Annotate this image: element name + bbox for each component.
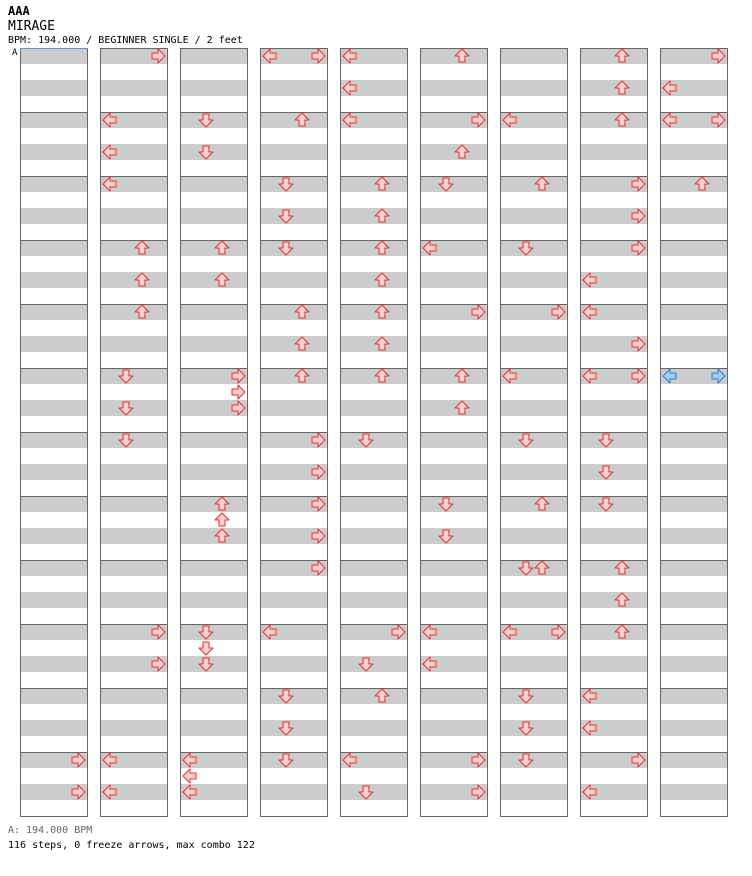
beat-band <box>260 784 328 800</box>
beat-band <box>100 560 168 576</box>
beat-band <box>500 144 568 160</box>
beat-band <box>500 432 568 448</box>
beat-band <box>260 272 328 288</box>
beat-band <box>260 112 328 128</box>
beat-band <box>20 80 88 96</box>
beat-band <box>20 464 88 480</box>
beat-band <box>340 784 408 800</box>
beat-band <box>500 208 568 224</box>
beat-band <box>340 368 408 384</box>
beat-band <box>580 48 648 64</box>
beat-band <box>500 240 568 256</box>
beat-band <box>180 208 248 224</box>
chart-meta: BPM: 194.000 / BEGINNER SINGLE / 2 feet <box>8 35 243 46</box>
beat-band <box>100 688 168 704</box>
beat-band <box>180 304 248 320</box>
beat-band <box>20 720 88 736</box>
beat-band <box>180 272 248 288</box>
beat-band <box>660 304 728 320</box>
beat-band <box>20 272 88 288</box>
beat-band <box>660 240 728 256</box>
beat-band <box>660 528 728 544</box>
bpm-marker-label: A <box>12 48 18 58</box>
beat-band <box>660 592 728 608</box>
beat-band <box>260 688 328 704</box>
beat-band <box>660 208 728 224</box>
beat-band <box>100 208 168 224</box>
beat-band <box>180 656 248 672</box>
beat-band <box>580 528 648 544</box>
beat-band <box>580 432 648 448</box>
beat-band <box>260 720 328 736</box>
beat-band <box>420 144 488 160</box>
beat-band <box>660 272 728 288</box>
beat-band <box>20 432 88 448</box>
chart-column <box>260 48 328 817</box>
beat-band <box>420 48 488 64</box>
beat-band <box>20 592 88 608</box>
beat-band <box>100 528 168 544</box>
chart-column <box>20 48 88 817</box>
beat-band <box>20 496 88 512</box>
beat-band <box>420 496 488 512</box>
beat-band <box>340 720 408 736</box>
beat-band <box>260 240 328 256</box>
beat-band <box>580 144 648 160</box>
beat-band <box>420 368 488 384</box>
beat-band <box>100 592 168 608</box>
beat-band <box>340 304 408 320</box>
beat-band <box>340 528 408 544</box>
beat-band <box>580 400 648 416</box>
beat-band <box>20 240 88 256</box>
beat-band <box>660 432 728 448</box>
rank-label: AAA <box>8 4 30 18</box>
beat-band <box>340 464 408 480</box>
beat-band <box>340 272 408 288</box>
beat-band <box>180 464 248 480</box>
beat-band <box>580 592 648 608</box>
beat-band <box>420 464 488 480</box>
bpm-info: A: 194.000 BPM <box>8 825 93 836</box>
beat-band <box>580 624 648 640</box>
beat-band <box>500 336 568 352</box>
beat-band <box>340 208 408 224</box>
beat-band <box>660 496 728 512</box>
beat-band <box>100 400 168 416</box>
beat-band <box>580 80 648 96</box>
beat-band <box>340 656 408 672</box>
step-stats: 116 steps, 0 freeze arrows, max combo 122 <box>8 840 255 851</box>
beat-band <box>100 464 168 480</box>
chart-column <box>180 48 248 817</box>
beat-band <box>580 112 648 128</box>
beat-band <box>180 144 248 160</box>
beat-band <box>500 720 568 736</box>
beat-band <box>340 592 408 608</box>
beat-band <box>20 656 88 672</box>
beat-band <box>420 432 488 448</box>
beat-band <box>660 784 728 800</box>
beat-band <box>420 176 488 192</box>
beat-band <box>100 240 168 256</box>
beat-band <box>260 368 328 384</box>
beat-band <box>340 400 408 416</box>
beat-band <box>20 368 88 384</box>
beat-band <box>660 176 728 192</box>
beat-band <box>20 688 88 704</box>
beat-band <box>100 432 168 448</box>
beat-band <box>180 176 248 192</box>
beat-band <box>340 176 408 192</box>
beat-band <box>420 400 488 416</box>
beat-band <box>580 656 648 672</box>
beat-band <box>180 48 248 64</box>
beat-band <box>260 336 328 352</box>
beat-band <box>660 624 728 640</box>
beat-band <box>660 400 728 416</box>
beat-band <box>660 656 728 672</box>
beat-band <box>100 496 168 512</box>
beat-band <box>340 496 408 512</box>
beat-band <box>340 560 408 576</box>
beat-band <box>500 784 568 800</box>
beat-band <box>340 144 408 160</box>
beat-band <box>20 624 88 640</box>
beat-band <box>100 80 168 96</box>
beat-band <box>580 464 648 480</box>
beat-band <box>580 496 648 512</box>
beat-band <box>500 656 568 672</box>
chart-column <box>660 48 728 817</box>
beat-band <box>180 592 248 608</box>
chart-column <box>340 48 408 817</box>
beat-band <box>500 80 568 96</box>
beat-band <box>100 336 168 352</box>
beat-band <box>340 336 408 352</box>
beat-band <box>660 336 728 352</box>
beat-band <box>180 240 248 256</box>
beat-band <box>20 112 88 128</box>
beat-band <box>500 48 568 64</box>
beat-band <box>420 528 488 544</box>
beat-band <box>180 496 248 512</box>
chart-column <box>500 48 568 817</box>
beat-band <box>420 272 488 288</box>
beat-band <box>500 176 568 192</box>
beat-band <box>420 560 488 576</box>
beat-band <box>180 80 248 96</box>
beat-band <box>180 432 248 448</box>
beat-band <box>340 432 408 448</box>
beat-band <box>340 688 408 704</box>
beat-band <box>260 304 328 320</box>
beat-band <box>500 400 568 416</box>
beat-band <box>260 208 328 224</box>
beat-band <box>260 656 328 672</box>
beat-band <box>500 592 568 608</box>
song-title: MIRAGE <box>8 19 55 34</box>
beat-band <box>420 336 488 352</box>
beat-band <box>20 528 88 544</box>
beat-band <box>500 496 568 512</box>
beat-band <box>420 80 488 96</box>
beat-band <box>180 112 248 128</box>
beat-band <box>260 592 328 608</box>
beat-band <box>180 528 248 544</box>
beat-band <box>20 144 88 160</box>
beat-band <box>500 464 568 480</box>
beat-band <box>260 80 328 96</box>
beat-band <box>180 688 248 704</box>
beat-band <box>20 336 88 352</box>
beat-band <box>260 144 328 160</box>
beat-band <box>420 688 488 704</box>
beat-band <box>260 400 328 416</box>
chart-column <box>420 48 488 817</box>
beat-band <box>100 304 168 320</box>
beat-band <box>20 208 88 224</box>
beat-band <box>420 720 488 736</box>
beat-band <box>20 48 88 64</box>
beat-band <box>660 464 728 480</box>
beat-band <box>500 752 568 768</box>
beat-band <box>500 528 568 544</box>
beat-band <box>660 720 728 736</box>
beat-band <box>660 560 728 576</box>
beat-band <box>20 400 88 416</box>
beat-band <box>100 720 168 736</box>
beat-band <box>660 688 728 704</box>
beat-band <box>180 560 248 576</box>
beat-band <box>420 592 488 608</box>
beat-band <box>500 272 568 288</box>
beat-band <box>660 752 728 768</box>
beat-band <box>500 560 568 576</box>
beat-band <box>580 560 648 576</box>
beat-band <box>100 272 168 288</box>
beat-band <box>180 720 248 736</box>
beat-band <box>180 336 248 352</box>
beat-band <box>180 624 248 640</box>
beat-band <box>340 240 408 256</box>
beat-band <box>660 144 728 160</box>
beat-band <box>500 688 568 704</box>
beat-band <box>20 176 88 192</box>
beat-band <box>420 208 488 224</box>
beat-band <box>260 176 328 192</box>
chart-column <box>100 48 168 817</box>
beat-band <box>260 752 328 768</box>
beat-band <box>20 304 88 320</box>
beat-band <box>100 368 168 384</box>
beat-band <box>20 560 88 576</box>
